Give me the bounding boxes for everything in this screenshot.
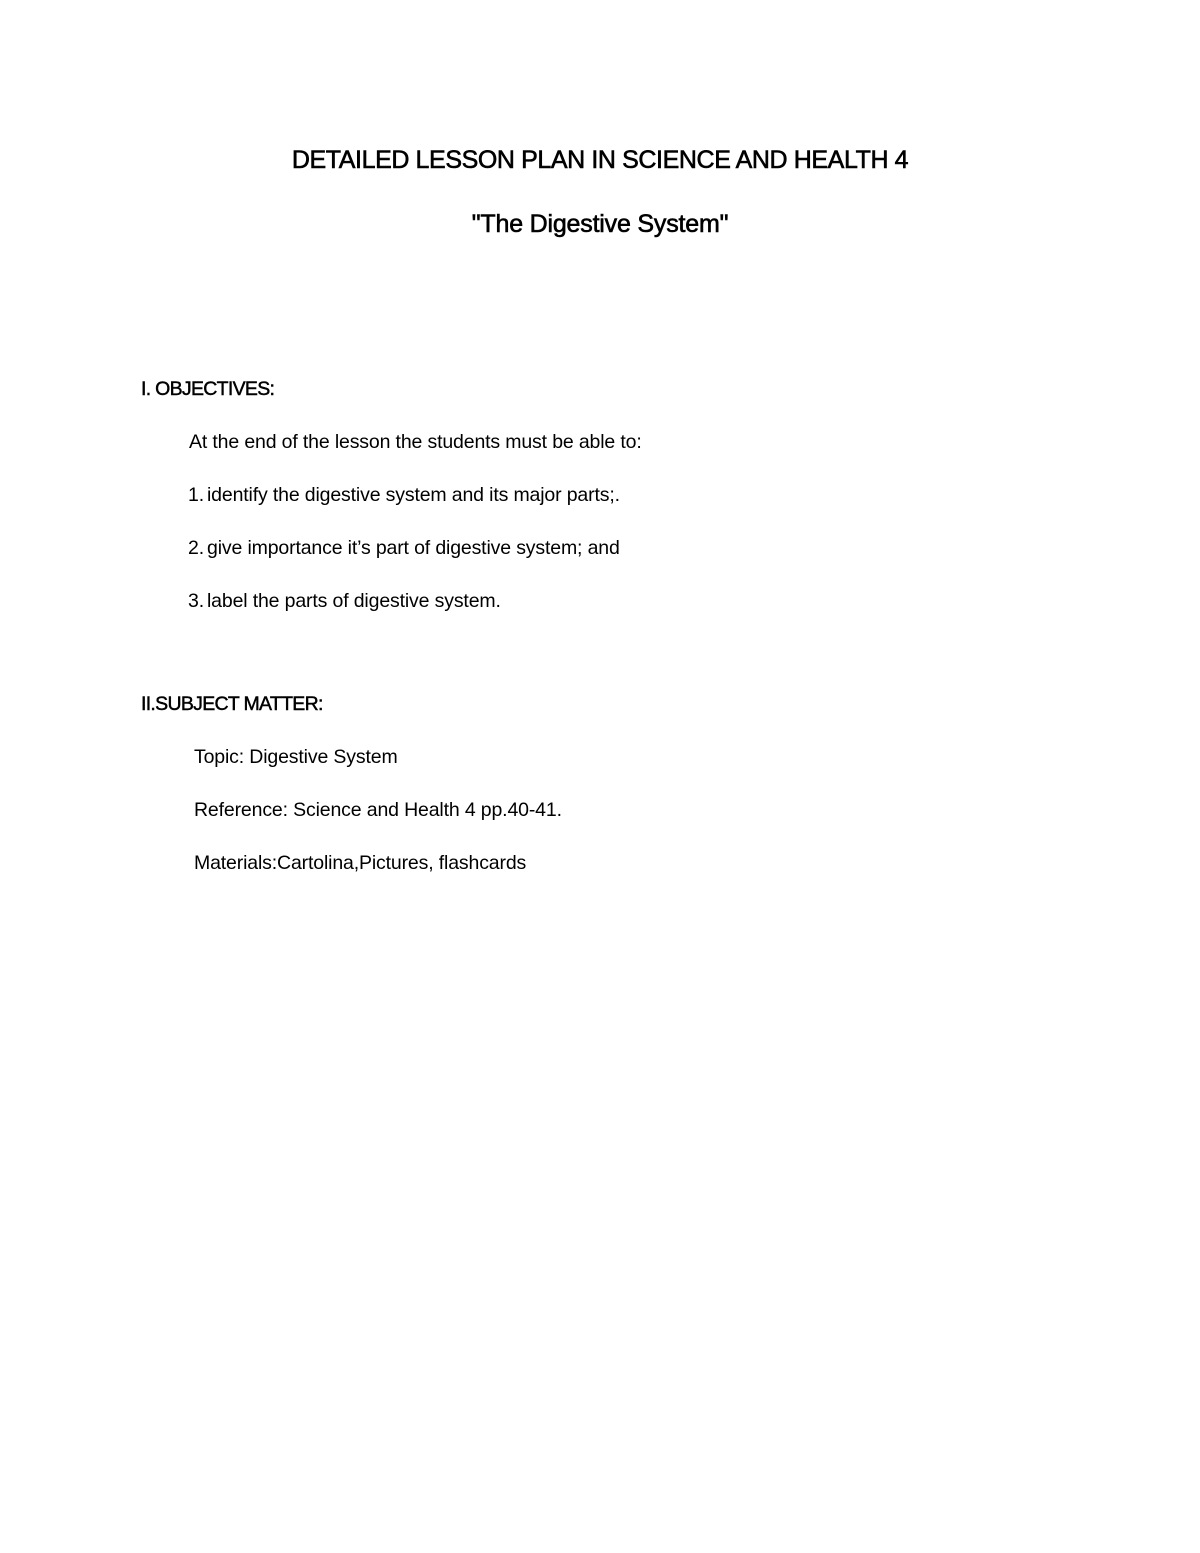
objective-item (188, 590, 501, 613)
subject-materials: Materials:Cartolina,Pictures, flashcards (194, 852, 527, 874)
subject-matter-heading: II.SUBJECT MATTER: (141, 693, 323, 715)
objective-item (188, 484, 620, 507)
objective-number: 3. (188, 590, 204, 612)
objective-number: 1. (188, 484, 204, 506)
objective-text: give importance it’s part of digestive system; and (207, 537, 620, 559)
document-title: DETAILED LESSON PLAN IN SCIENCE AND HEALTH 4 (291, 146, 909, 174)
document-subtitle: "The Digestive System" (471, 210, 729, 238)
objectives-intro: At the end of the lesson the students must be able to: (189, 431, 642, 453)
objective-text: identify the digestive system and its major parts;. (207, 484, 620, 506)
subject-topic: Topic: Digestive System (194, 746, 398, 768)
objective-number: 2. (188, 537, 204, 559)
objective-item (188, 537, 620, 560)
objectives-heading: I. OBJECTIVES: (141, 378, 275, 400)
objective-text: label the parts of digestive system. (207, 590, 501, 612)
subject-reference: Reference: Science and Health 4 pp.40-41. (194, 799, 562, 821)
